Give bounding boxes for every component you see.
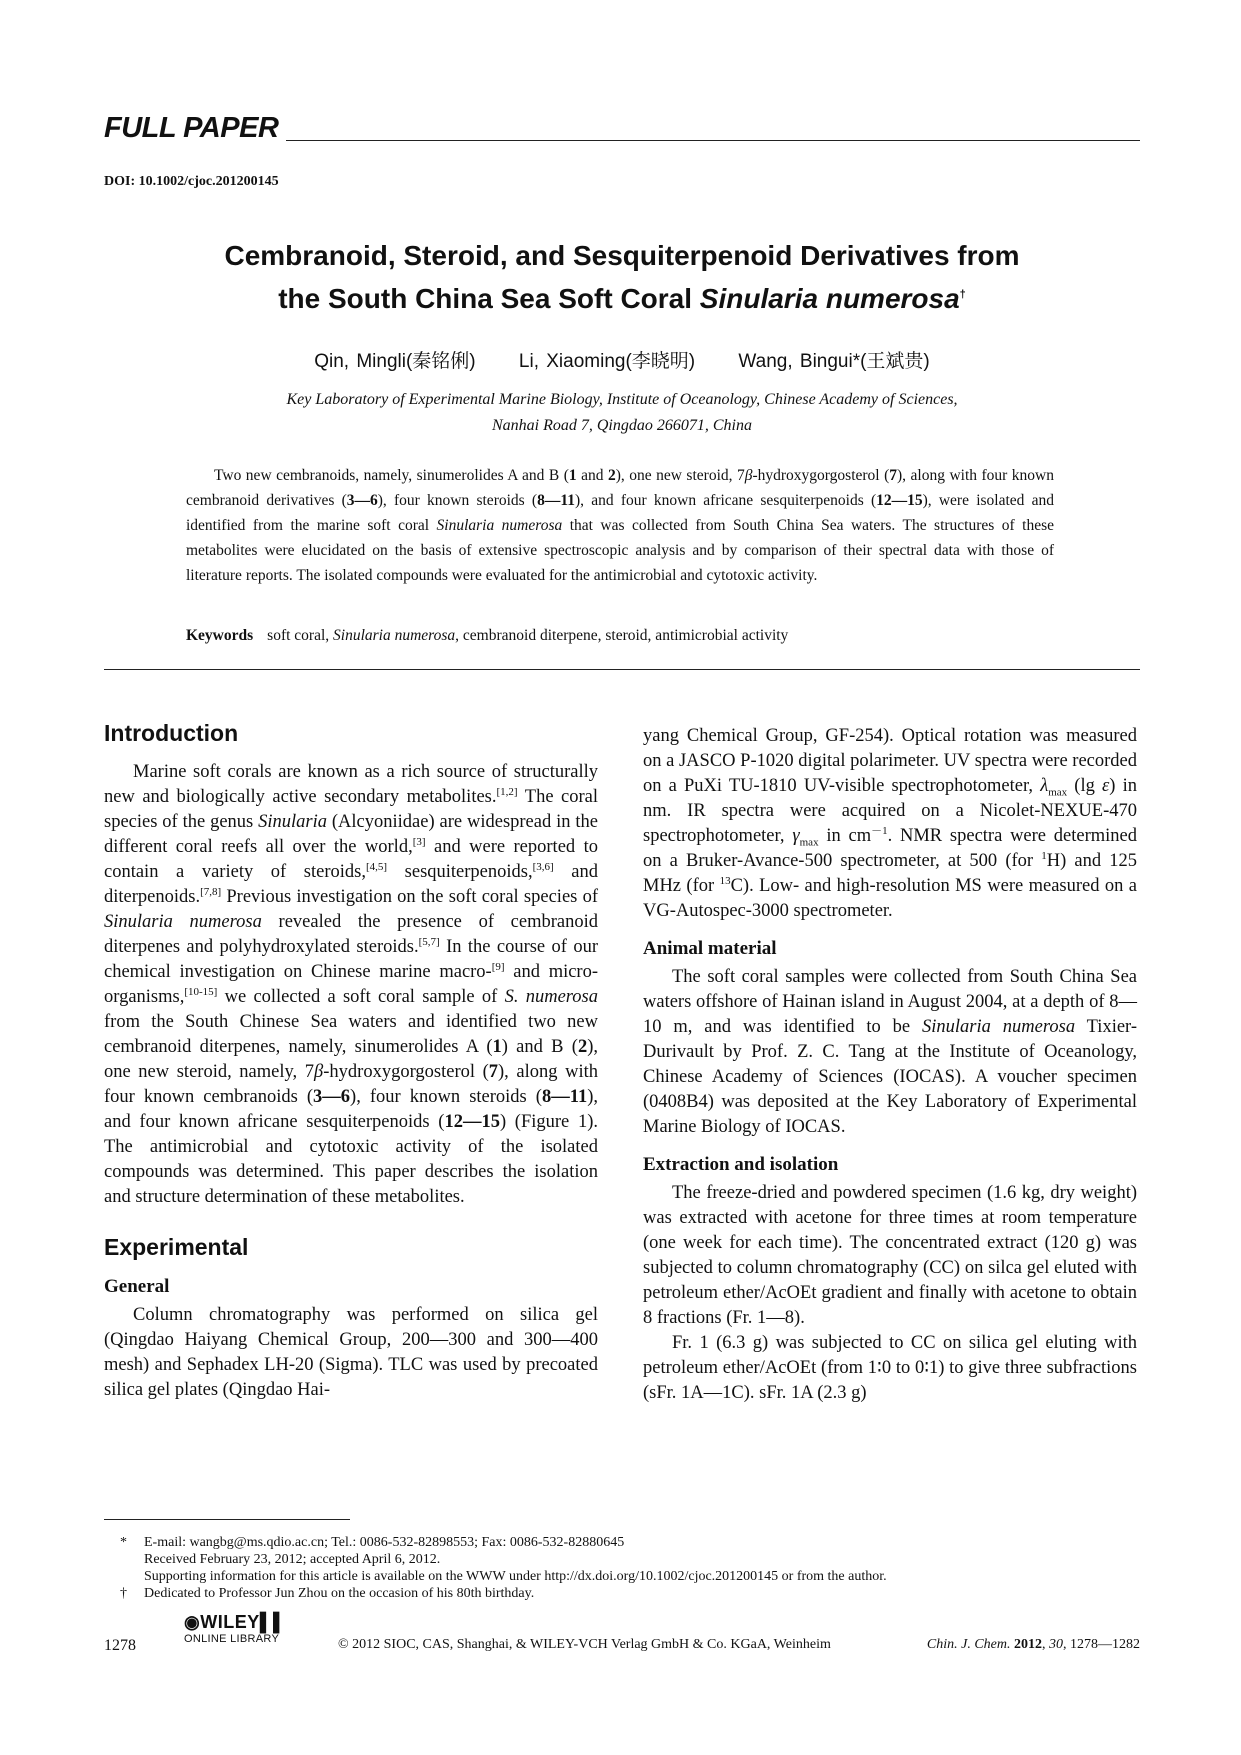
header-rule <box>286 140 1140 141</box>
compound-ref: 8—11 <box>541 1087 588 1107</box>
animal-material-heading: Animal material <box>643 938 777 959</box>
compound-ref: 2 <box>577 1037 588 1057</box>
footnote-rule <box>104 1519 350 1520</box>
asterisk-mark: * <box>120 1535 127 1550</box>
abstract-text: ), along with four known cembranoid derivatives ( <box>186 467 1054 509</box>
citation-ref: [1,2] <box>496 785 518 798</box>
abstract-text: ), one new steroid, 7 <box>615 467 745 484</box>
journal-pages: , 1278—1282 <box>1063 1637 1140 1652</box>
wiley-online-library-logo <box>184 1612 287 1645</box>
species-name: Sinularia numerosa <box>104 912 262 932</box>
keyword-species: Sinularia numerosa <box>333 627 456 644</box>
superscript-minus-one: －1 <box>871 824 888 837</box>
abstract <box>186 463 1054 588</box>
animal-material-paragraph: The soft coral samples were collected from South China Sea waters offshore of Hainan island in August 2004, at a depth of 8—10 m, and was identified to be Sinularia numerosa Tixier-Durivault by Prof. Z. C. Tang at the Institute of Oceanology, Chinese Academy of Sciences (IOCAS). A voucher specimen (0408B4) was deposited at the Key Laboratory of Experimental Marine Biology of IOCAS. <box>643 967 1137 1137</box>
wiley-word: WILEY <box>200 1612 260 1632</box>
compound-ref: 12—15 <box>876 492 923 509</box>
isotope-superscript: 13 <box>719 874 731 887</box>
abstract-rule <box>104 669 1140 670</box>
journal-volume: 30 <box>1049 1637 1063 1652</box>
footnote-email: E-mail: wangbg@ms.qdio.ac.cn; Tel.: 0086-532-82898553; Fax: 0086-532-82880645 <box>144 1535 625 1550</box>
affiliation-line-1: Key Laboratory of Experimental Marine Biology, Institute of Oceanology, Chinese Academy of Sciences, <box>286 391 958 408</box>
article-title <box>104 234 1140 320</box>
affiliation-line-2: Nanhai Road 7, Qingdao 266071, China <box>491 417 752 434</box>
citation-ref: [3] <box>412 835 426 848</box>
page-number: 1278 <box>104 1637 136 1654</box>
isotope-superscript: 1 <box>1041 849 1047 862</box>
greek-beta: β <box>314 1062 324 1082</box>
footnotes <box>120 1534 887 1602</box>
abstract-text: ), were isolated and identified from the marine soft coral <box>186 492 1055 534</box>
wiley-wordmark <box>184 1612 287 1633</box>
author-list <box>104 346 1140 373</box>
keyword-text: , cembranoid diterpene, steroid, antimicrobial activity <box>455 627 789 644</box>
citation-ref: [3,6] <box>532 860 554 873</box>
left-column <box>104 718 598 1403</box>
abstract-text: that was collected from South China Sea waters. The structures of these metabolites were elucidated on the basis of extensive spectroscopic analysis and by comparison of their spectral data with those of literature reports. The isolated compounds were evaluated for the antimicrobial and cytotoxic activity. <box>186 517 1054 584</box>
wiley-subtitle: ONLINE LIBRARY <box>184 1633 280 1645</box>
experimental-heading: Experimental <box>104 1234 249 1260</box>
title-dagger: † <box>959 288 966 301</box>
compound-ref: 2 <box>608 467 616 484</box>
keywords <box>186 627 1066 645</box>
citation-ref: [5,7] <box>418 935 440 948</box>
title-line-1: Cembranoid, Steroid, and Sesquiterpenoid Derivatives from <box>224 240 1020 271</box>
extraction-heading: Extraction and isolation <box>643 1154 839 1175</box>
journal-citation: Chin. J. Chem. 2012, 30, 1278—1282 <box>926 1637 1140 1652</box>
extraction-paragraph-1: The freeze-dried and powdered specimen (1.6 kg, dry weight) was extracted with acetone for three times at room temperature (one week for each time). The concentrated extract (120 g) was subjected to column chromatography (CC) on silca gel eluted with petroleum ether/AcOEt gradient and finally with acetone to obtain 8 fractions (Fr. 1—8). <box>643 1183 1137 1328</box>
introduction-paragraph: Marine soft corals are known as a rich source of structurally new and biologically active secondary metabolites.[1,2] The coral species of the genus Sinularia (Alcyoniidae) are widespread in the different coral reefs all over the world,[3] and were reported to contain a variety of steroids,[4,5] sesquiterpenoids,[3,6] and diterpenoids.[7,8] Previous investigation on the soft coral species of Sinularia numerosa revealed the presence of cembranoid diterpenes and polyhydroxylated steroids.[5,7] In the course of our chemical investigation on Chinese marine macro-[9] and micro-organisms,[10-15] we collected a soft coral sample of S. numerosa from the South Chinese Sea waters and identified two new cembranoid diterpenes, namely, sinumerolides A (1) and B (2), one new steroid, namely, 7β-hydroxygorgosterol (7), along with four known cembranoids (3—6), four known steroids (8—11), and four known africane sesquiterpenoids (12—15) (Figure 1). The antimicrobial and cytotoxic activity of the isolated compounds was determined. This paper describes the isolation and structure determination of these metabolites. <box>104 762 599 1207</box>
compound-ref: 1 <box>568 467 577 484</box>
greek-beta: β <box>744 467 753 484</box>
footnote-received: Received February 23, 2012; accepted April 6, 2012. <box>144 1552 441 1567</box>
general-heading: General <box>104 1276 170 1297</box>
abstract-text: ), and four known africane sesquiterpenoids ( <box>574 492 877 509</box>
author-3: Wang, Bingui*(王斌贵) <box>738 351 930 372</box>
general-paragraph-continued: yang Chemical Group, GF-254). Optical rotation was measured on a JASCO P-1020 digital polarimeter. UV spectra were recorded on a PuXi TU-1810 UV-visible spectrophotometer, $\lambda_{max}$ (lg ε) in nm. IR spectra were acquired on a Nicolet-NEXUE-470 spectrophotometer, $\gamma_{max}$ in $cm^{-1}$. NMR spectra were determined on a Bruker-Avance-500 spectrometer, at 500 (for $^1$H) and 125 MHz (for $^{13}$C). Low- and high-resolution MS were measured on a VG-Autospec-3000 spectrometer. <box>643 726 1137 921</box>
section-label: FULL PAPER <box>104 112 279 144</box>
greek-gamma: γ <box>792 826 800 846</box>
species-name: Sinularia numerosa <box>922 1017 1076 1037</box>
footnote-corresponding <box>120 1534 887 1551</box>
citation-ref: [10-15] <box>184 985 218 998</box>
greek-lambda: λ <box>1040 776 1049 796</box>
subscript-max: max <box>1048 786 1068 799</box>
affiliation <box>104 387 1140 439</box>
general-paragraph: Column chromatography was performed on silica gel (Qingdao Haiyang Chemical Group, 200—300 and 300—400 mesh) and Sephadex LH-20 (Sigma). TLC was used by precoated silica gel plates (Qingdao Hai- <box>104 1305 598 1400</box>
footnote-dedication-text: Dedicated to Professor Jun Zhou on the occasion of his 80th birthday. <box>144 1586 535 1601</box>
abstract-text: -hydroxygorgosterol ( <box>752 467 890 484</box>
keyword-text: soft coral, <box>267 627 334 644</box>
dagger-mark: † <box>120 1586 127 1601</box>
extraction-paragraph-2: Fr. 1 (6.3 g) was subjected to CC on silica gel eluting with petroleum ether/AcOEt (from 1∶0 to 0∶1) to give three subfractions (sFr. 1A—1C). sFr. 1A (2.3 g) <box>643 1333 1137 1403</box>
compound-ref: 7 <box>889 467 898 484</box>
genus-name: Sinularia <box>258 812 328 832</box>
abstract-text: Two new cembranoids, namely, sinumerolides A and B ( <box>214 467 569 484</box>
citation-ref: [9] <box>491 960 505 973</box>
species-name: Sinularia numerosa <box>436 517 563 534</box>
compound-ref: 8—11 <box>537 492 575 509</box>
greek-epsilon: ε <box>1102 776 1110 796</box>
title-line-2 <box>104 277 1140 320</box>
author-2: Li, Xiaoming(李晓明) <box>518 351 696 372</box>
compound-ref: 12—15 <box>444 1112 500 1132</box>
abstract-text: and <box>576 467 608 484</box>
abstract-text: ), four known steroids ( <box>377 492 538 509</box>
doi: DOI: 10.1002/cjoc.201200145 <box>104 174 279 189</box>
title-species: Sinularia numerosa <box>699 283 960 314</box>
journal-name: Chin. J. Chem. <box>926 1637 1011 1652</box>
footnote-dedication <box>120 1585 887 1602</box>
title-line-2-text: the South China Sea Soft Coral <box>278 283 700 314</box>
introduction-heading: Introduction <box>104 720 239 746</box>
citation-ref: [4,5] <box>366 860 388 873</box>
keywords-label: Keywords <box>186 627 254 644</box>
citation-ref: [7,8] <box>200 885 222 898</box>
copyright-notice: © 2012 SIOC, CAS, Shanghai, & WILEY-VCH Verlag GmbH & Co. KGaA, Weinheim <box>338 1637 831 1652</box>
compound-ref: 1 <box>492 1037 502 1057</box>
compound-ref: 7 <box>488 1062 499 1082</box>
book-stack-icon: ▌▌ <box>259 1612 287 1632</box>
compound-ref: 3—6 <box>313 1087 351 1107</box>
species-name: S. numerosa <box>504 987 598 1007</box>
right-column <box>643 724 1137 1406</box>
compound-ref: 3—6 <box>346 492 378 509</box>
wiley-emblem-icon: ◉ <box>184 1612 201 1632</box>
journal-year: 2012 <box>1014 1637 1042 1652</box>
subscript-max: max <box>799 836 819 849</box>
footnote-supporting: Supporting information for this article is available on the WWW under http://dx.doi.org/10.1002/cjoc.201200145 or from the author. <box>144 1569 887 1584</box>
author-1: Qin, Mingli(秦铭俐) <box>314 351 476 372</box>
